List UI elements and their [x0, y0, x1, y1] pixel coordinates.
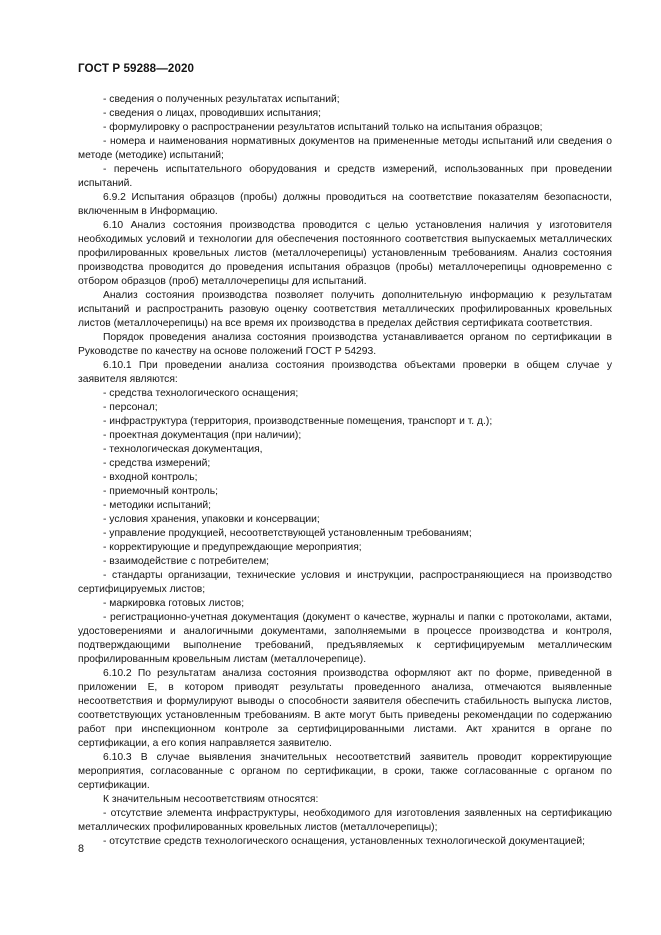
paragraph: - средства технологического оснащения;: [103, 388, 299, 399]
paragraph: - средства измерений;: [103, 458, 211, 469]
paragraph: - формулировку о распространении результатов испытаний только на испытания образцов;: [103, 122, 543, 133]
paragraph: - стандарты организации, технические условия и инструкции, распространяющиеся на производство сертифицируемых листов;: [78, 570, 612, 595]
standard-header: ГОСТ Р 59288—2020: [78, 62, 195, 75]
paragraph: - регистрационно-учетная документация (документ о качестве, журналы и папки с протоколами, актами, удостоверениями и аналогичными документами, заполняемыми в процессе производства и контроля, подтверждающими выполнение требований, предъявляемых к сертифицируемым металлическим профилированным кровельным листам (металлочерепице).: [78, 612, 612, 665]
paragraph: Порядок проведения анализа состояния производства устанавливается органом по сертификации в Руководстве по качеству на основе положений ГОСТ Р 54293.: [78, 332, 612, 357]
page-number: 8: [78, 843, 85, 855]
paragraph: - методики испытаний;: [103, 500, 211, 511]
paragraph: - перечень испытательного оборудования и средств измерений, использованных при проведении испытаний.: [78, 164, 612, 189]
paragraph: - взаимодействие с потребителем;: [103, 556, 270, 567]
paragraph: - отсутствие средств технологического оснащения, установленных технологической документацией;: [103, 836, 586, 847]
paragraph: - персонал;: [103, 402, 158, 413]
paragraph: - входной контроль;: [103, 472, 198, 483]
paragraph: К значительным несоответствиям относятся:: [103, 794, 319, 805]
paragraph: - корректирующие и предупреждающие мероприятия;: [103, 542, 362, 553]
paragraph: 6.9.2 Испытания образцов (пробы) должны проводиться на соответствие показателям безопасности, включенным в Информацию.: [78, 192, 612, 217]
paragraph: - сведения о полученных результатах испытаний;: [103, 94, 340, 105]
paragraph: - маркировка готовых листов;: [103, 598, 245, 609]
paragraph: - сведения о лицах, проводивших испытания;: [103, 108, 321, 119]
paragraph: - технологическая документация,: [103, 444, 263, 455]
paragraph: - приемочный контроль;: [103, 486, 218, 497]
paragraph: 6.10 Анализ состояния производства проводится с целью установления наличия у изготовителя необходимых условий и технологии для обеспечения постоянного соответствия выпускаемых металлических профилированных кровельных листов (металлочерепицы) установленным требованиям. Анализ состояния производства проводится до проведения испытания образцов (пробы) металлочерепицы одновременно с отбором образцов (проб) металлочерепицы для испытаний.: [78, 220, 612, 287]
document-body: [78, 93, 612, 849]
paragraph: - управление продукцией, несоответствующей установленным требованиям;: [103, 528, 472, 539]
paragraph: Анализ состояния производства позволяет получить дополнительную информацию к результатам испытаний и распространить разовую оценку соответствия металлических профилированных кровельных листов (металлочерепицы) на все время их производства в пределах действия сертификата соответствия.: [78, 290, 612, 329]
paragraph: - номера и наименования нормативных документов на примененные методы испытаний или сведения о методе (методике) испытаний;: [78, 136, 612, 161]
paragraph: - отсутствие элемента инфраструктуры, необходимого для изготовления заявленных на сертификацию металлических профилированных кровельных листов (металлочерепицы);: [78, 808, 612, 833]
paragraph: - инфраструктура (территория, производственные помещения, транспорт и т. д.);: [103, 416, 493, 427]
paragraph: - условия хранения, упаковки и консервации;: [103, 514, 320, 525]
paragraph: 6.10.1 При проведении анализа состояния производства объектами проверки в общем случае у заявителя являются:: [78, 360, 612, 385]
paragraph: 6.10.2 По результатам анализа состояния производства оформляют акт по форме, приведенной в приложении Е, в котором приводят результаты проведенного анализа, отмечаются выявленные несоответствия и формулируют выводы о способности заявителя обеспечить стабильность выпуска листов, соответствующих установленным требованиям. В акте могут быть приведены рекомендации по содержанию работ при инспекционном контроле за сертифицированными листами. Акт хранится в органе по сертификации, а его копия направляется заявителю.: [78, 668, 612, 749]
paragraph: - проектная документация (при наличии);: [103, 430, 302, 441]
paragraph: 6.10.3 В случае выявления значительных несоответствий заявитель проводит корректирующие мероприятия, согласованные с органом по сертификации, в сроки, также согласованные с органом по сертификации.: [78, 752, 612, 791]
